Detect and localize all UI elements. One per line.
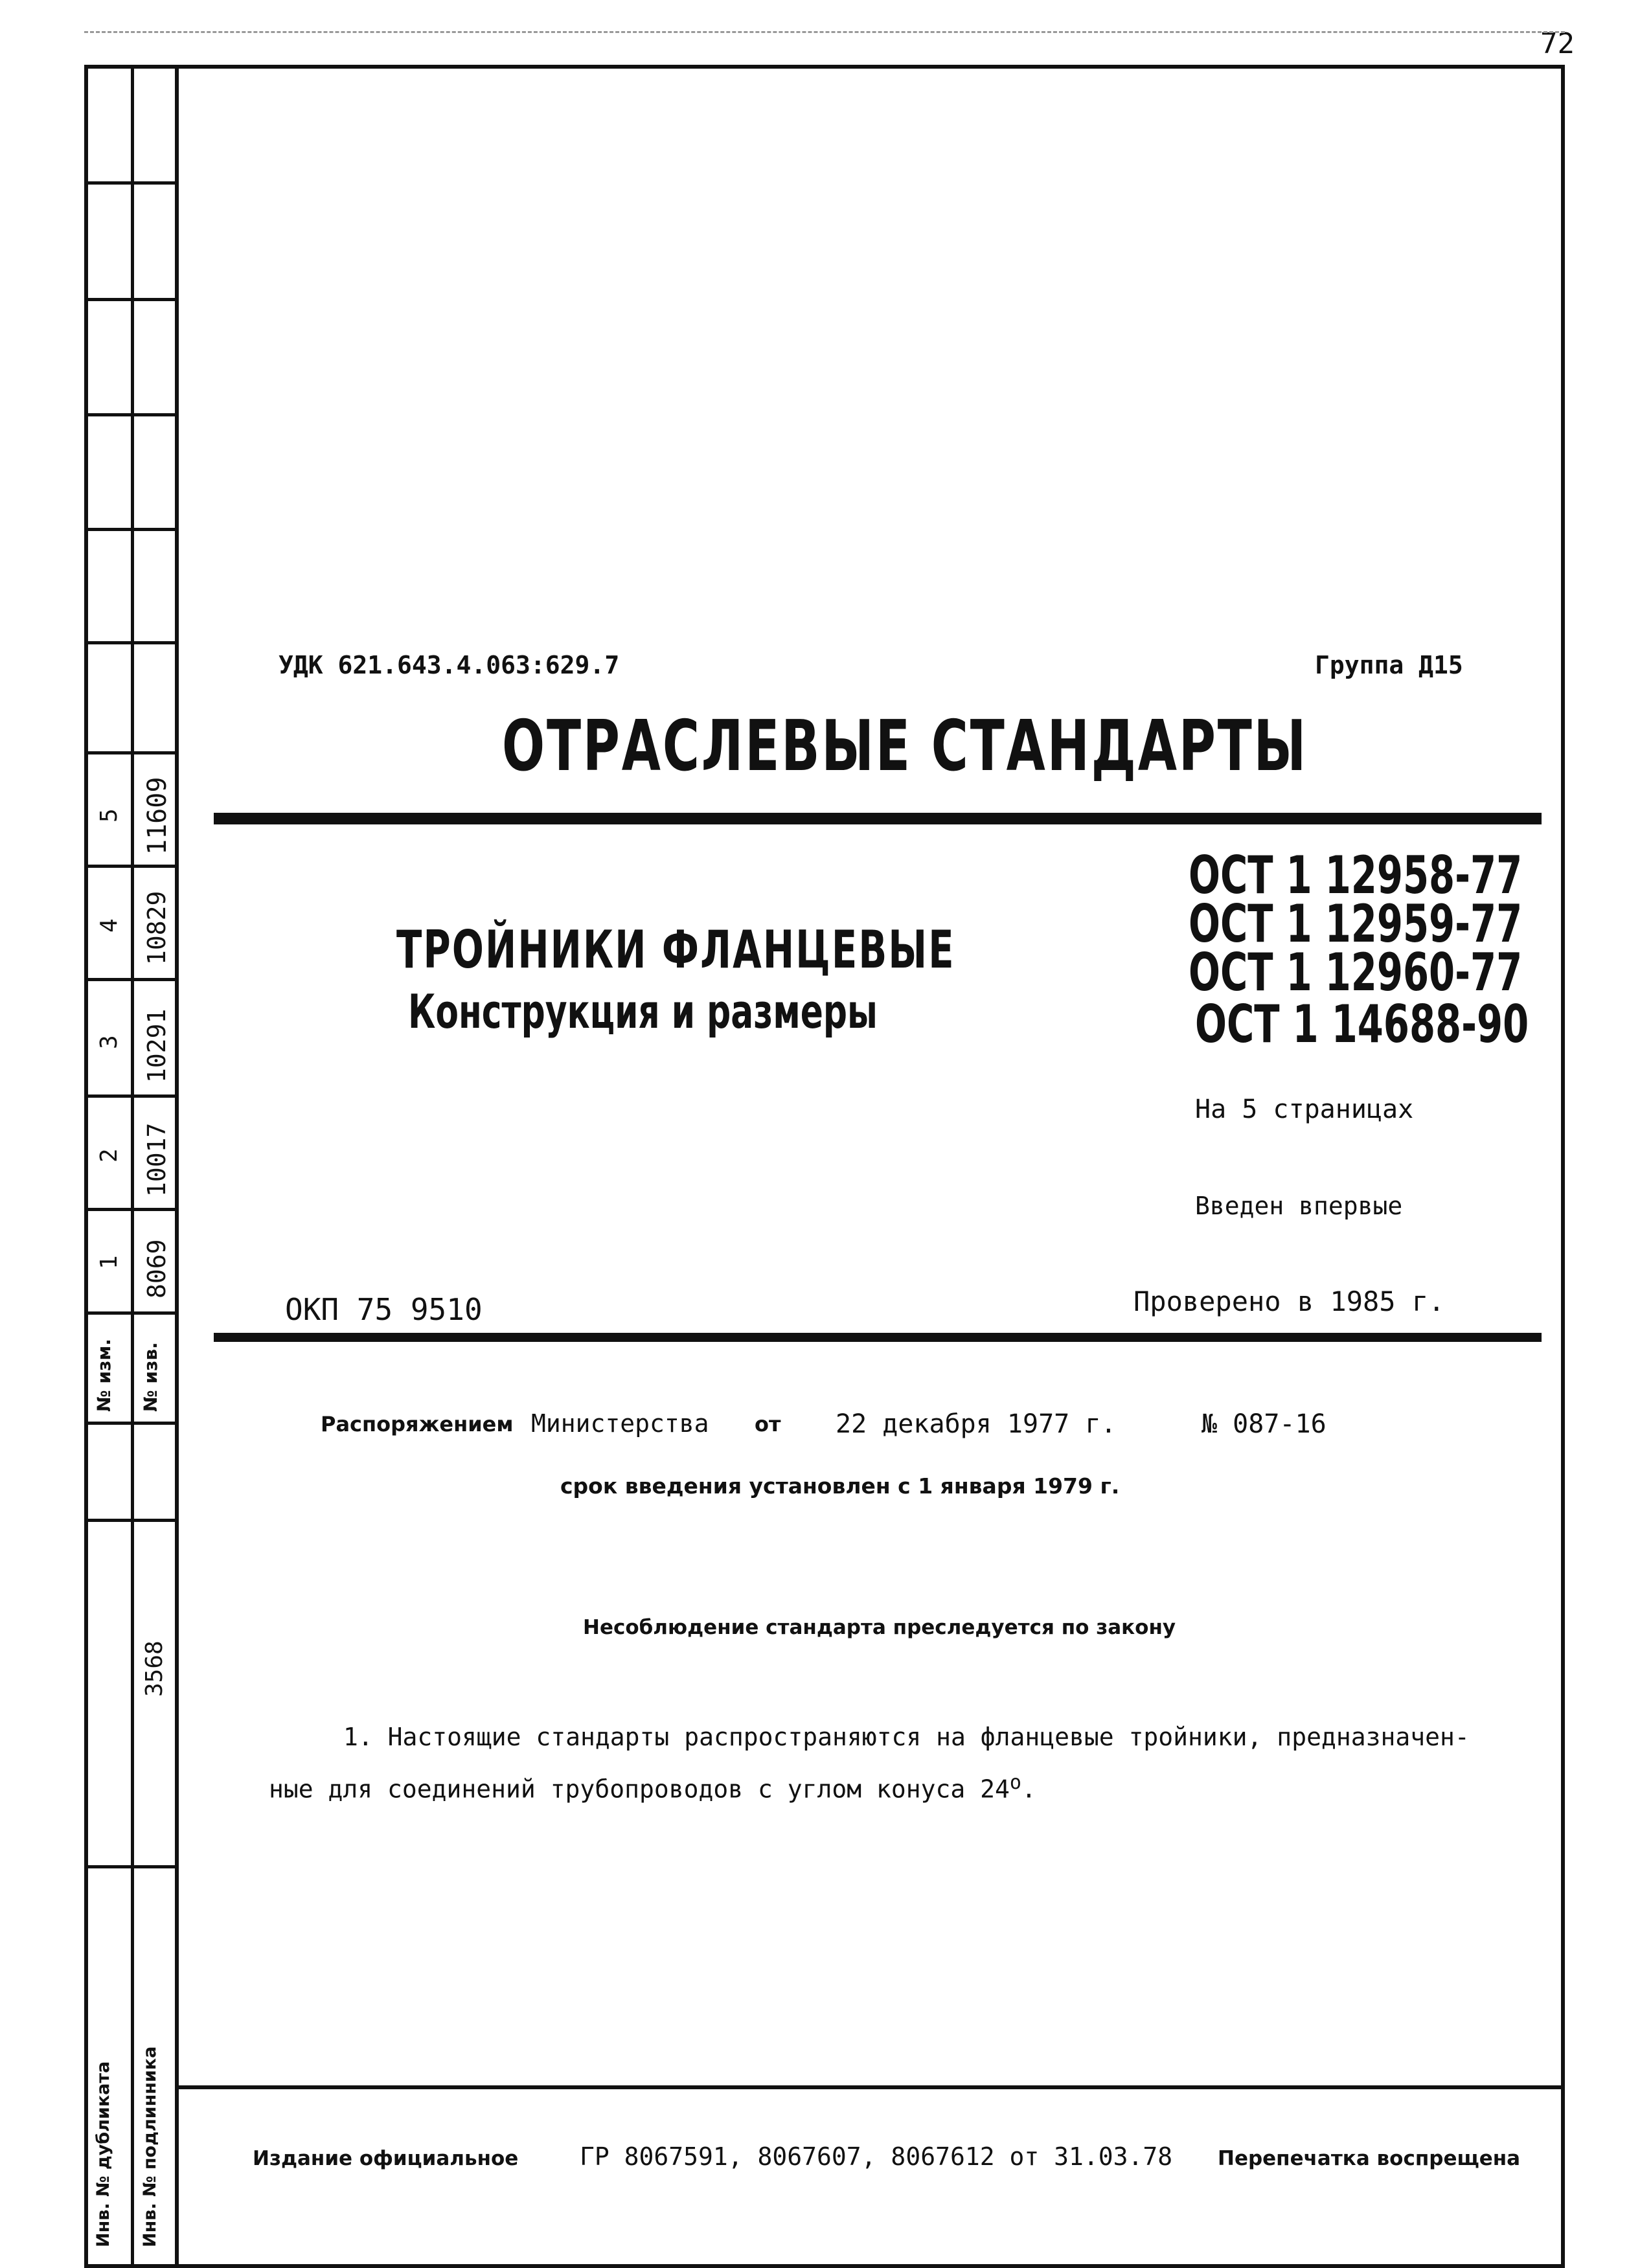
header-bottom-rule — [214, 1333, 1542, 1342]
page-number: 72 — [1540, 27, 1575, 60]
footer-rule — [175, 2085, 1565, 2089]
side-cell-line — [84, 1422, 175, 1425]
standard-2: ОСТ 1 12959-77 — [1189, 894, 1523, 954]
inv-original-value: 3568 — [141, 1640, 168, 1697]
order-from: от — [755, 1412, 781, 1436]
side-cell-line — [84, 298, 175, 301]
doc-subtitle: Конструкция и размеры — [408, 984, 878, 1039]
main-title-rule — [214, 813, 1542, 824]
standard-4: ОСТ 1 14688-90 — [1195, 994, 1529, 1054]
effective-date: срок введения установлен с 1 января 1979 г. — [560, 1473, 1120, 1499]
header-izm: № изм. — [93, 1339, 115, 1412]
paragraph-line-2 — [269, 1771, 1036, 1804]
order-date: 22 декабря 1977 г. — [836, 1409, 1117, 1439]
standard-3: ОСТ 1 12960-77 — [1189, 942, 1523, 1003]
side-lower-top — [84, 1519, 175, 1522]
standard-1: ОСТ 1 12958-77 — [1189, 845, 1523, 905]
footer-edition: Издание официальное — [253, 2147, 519, 2170]
top-dashed-rule — [84, 31, 1565, 33]
rev-izm-3: 3 — [96, 1035, 122, 1049]
rev-izm-4: 4 — [96, 918, 122, 933]
okp-code: ОКП 75 9510 — [285, 1292, 483, 1327]
paragraph-line-2-text: ные для соединений трубопроводов с углом конуса 24 — [269, 1775, 1010, 1804]
degree-sign: о — [1009, 1771, 1021, 1794]
inv-original-label: Инв. № подлинника — [140, 2046, 160, 2247]
side-cell-line — [84, 978, 175, 981]
side-cell-line — [84, 751, 175, 754]
inv-duplicate-label: Инв. № дубликата — [93, 2061, 113, 2247]
rev-doc-5: 11609 — [142, 777, 172, 855]
side-cell-line — [84, 641, 175, 644]
paragraph-line-1: 1. Настоящие стандарты распространяются на фланцевые тройники, предназначен- — [343, 1723, 1470, 1751]
checked-note: Проверено в 1985 г. — [1133, 1286, 1445, 1317]
footer-gr: ГР 8067591, 8067607, 8067612 от 31.03.78 — [580, 2142, 1173, 2171]
content-frame — [175, 65, 1565, 2268]
group-code: Группа Д15 — [1315, 651, 1463, 679]
side-cell-line — [84, 528, 175, 531]
side-cell-line — [84, 865, 175, 868]
rev-izm-5: 5 — [96, 808, 122, 822]
main-title: ОТРАСЛЕВЫЕ СТАНДАРТЫ — [502, 706, 1308, 787]
rev-doc-4: 10829 — [142, 890, 171, 965]
pages-note: На 5 страницах — [1195, 1094, 1414, 1124]
side-column-divider — [131, 65, 134, 2268]
rev-izm-2: 2 — [96, 1148, 122, 1162]
rev-doc-1: 8069 — [142, 1239, 171, 1298]
side-cell-line — [84, 181, 175, 185]
doc-title: ТРОЙНИКИ ФЛАНЦЕВЫЕ — [396, 920, 955, 980]
law-notice: Несоблюдение стандарта преследуется по закону — [583, 1616, 1176, 1639]
rev-izm-1: 1 — [96, 1255, 122, 1269]
header-doc: № изв. — [140, 1342, 161, 1412]
footer-reprint: Перепечатка воспрещена — [1218, 2147, 1521, 2170]
order-number: № 087-16 — [1202, 1409, 1327, 1439]
rev-doc-3: 10291 — [142, 1008, 171, 1083]
udk-code: УДК 621.643.4.063:629.7 — [279, 651, 620, 679]
side-cell-line — [84, 1208, 175, 1211]
paragraph-line-2-end: . — [1021, 1775, 1036, 1804]
rev-doc-2: 10017 — [142, 1122, 171, 1197]
side-cell-line — [84, 413, 175, 416]
side-cell-line — [84, 1865, 175, 1868]
side-cell-line — [84, 1094, 175, 1098]
side-cell-line — [84, 1311, 175, 1315]
order-ministry: Министерства — [531, 1409, 709, 1438]
order-label: Распоряжением — [321, 1412, 514, 1436]
introduced-note: Введен впервые — [1195, 1192, 1403, 1220]
